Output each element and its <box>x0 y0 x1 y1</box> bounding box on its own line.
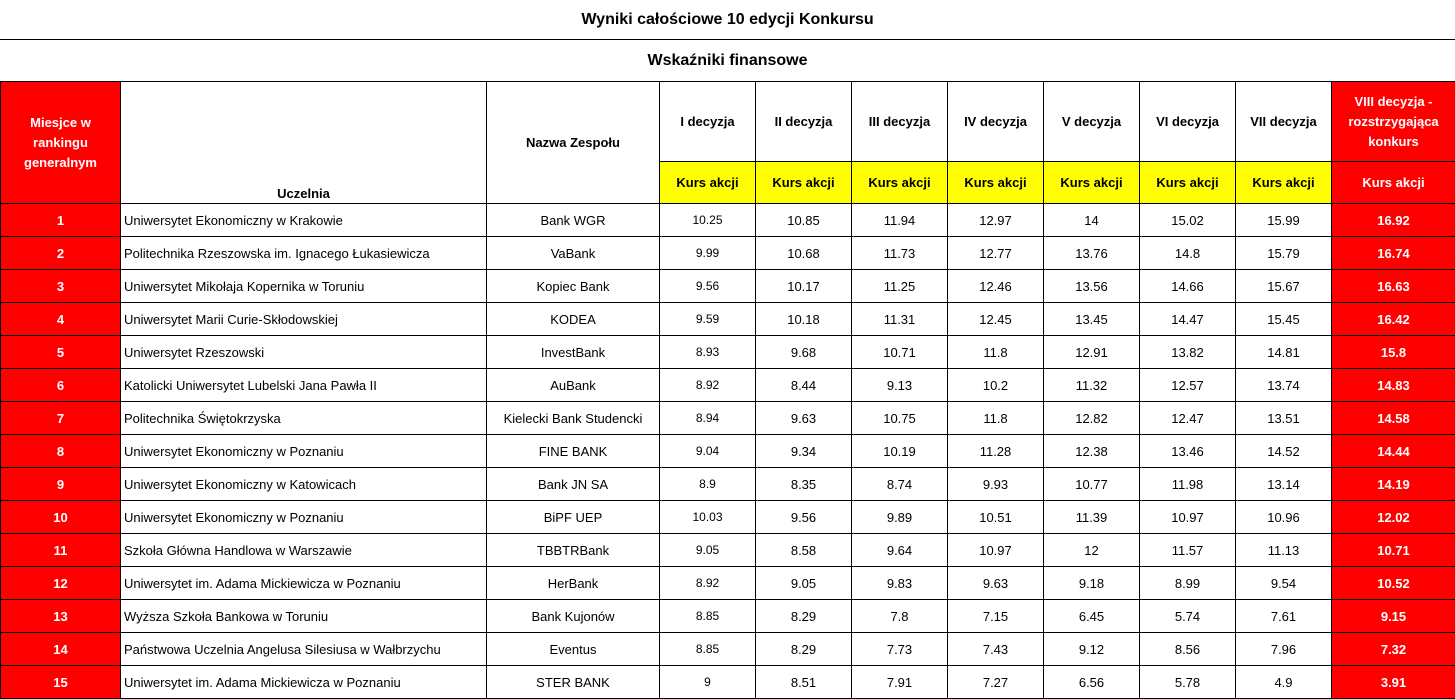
share-price-cell: 9.05 <box>756 567 852 600</box>
share-price-cell: 10.18 <box>756 303 852 336</box>
share-price-cell: 9.34 <box>756 435 852 468</box>
share-price-cell: 14 <box>1044 204 1140 237</box>
share-price-cell: 11.25 <box>852 270 948 303</box>
share-price-cell: 13.51 <box>1236 402 1332 435</box>
table-row <box>1 468 1455 501</box>
results-table <box>0 81 1455 699</box>
decision-header: IV decyzja <box>948 82 1044 162</box>
table-row <box>1 237 1455 270</box>
rank-cell: 4 <box>1 303 121 336</box>
rank-cell: 2 <box>1 237 121 270</box>
share-price-cell: 11.13 <box>1236 534 1332 567</box>
team-cell: KODEA <box>487 303 660 336</box>
university-cell: Uniwersytet Rzeszowski <box>121 336 487 369</box>
share-price-cell: 9.05 <box>660 534 756 567</box>
share-price-cell: 11.8 <box>948 336 1044 369</box>
section-subtitle: Wskaźniki finansowe <box>0 40 1455 81</box>
share-price-cell: 8.44 <box>756 369 852 402</box>
share-price-cell: 13.45 <box>1044 303 1140 336</box>
university-cell: Uniwersytet im. Adama Mickiewicza w Poznaniu <box>121 567 487 600</box>
decision-header: III decyzja <box>852 82 948 162</box>
share-price-cell: 12.38 <box>1044 435 1140 468</box>
table-row <box>1 435 1455 468</box>
share-price-cell: 8.58 <box>756 534 852 567</box>
table-row <box>1 633 1455 666</box>
team-cell: BiPF UEP <box>487 501 660 534</box>
share-price-cell: 12.46 <box>948 270 1044 303</box>
share-price-cell: 8.93 <box>660 336 756 369</box>
share-price-cell: 9.18 <box>1044 567 1140 600</box>
team-cell: Eventus <box>487 633 660 666</box>
rank-cell: 10 <box>1 501 121 534</box>
university-cell: Uniwersytet Ekonomiczny w Katowicach <box>121 468 487 501</box>
table-row <box>1 666 1455 699</box>
team-cell: AuBank <box>487 369 660 402</box>
share-price-cell: 15.67 <box>1236 270 1332 303</box>
table-row <box>1 567 1455 600</box>
share-price-cell: 14.47 <box>1140 303 1236 336</box>
table-row <box>1 270 1455 303</box>
share-price-cell: 8.9 <box>660 468 756 501</box>
share-price-cell: 11.28 <box>948 435 1044 468</box>
share-price-cell: 7.15 <box>948 600 1044 633</box>
share-price-cell: 9.59 <box>660 303 756 336</box>
team-header: Nazwa Zespołu <box>487 82 660 204</box>
final-decision-header: VIII decyzja - rozstrzygająca konkurs <box>1332 82 1455 162</box>
university-cell: Uniwersytet Ekonomiczny w Poznaniu <box>121 435 487 468</box>
share-price-cell: 11.98 <box>1140 468 1236 501</box>
share-price-cell: 9.99 <box>660 237 756 270</box>
share-price-cell: 6.45 <box>1044 600 1140 633</box>
final-share-price-cell: 14.44 <box>1332 435 1455 468</box>
rank-cell: 1 <box>1 204 121 237</box>
share-price-cell: 9.56 <box>756 501 852 534</box>
team-cell: Kielecki Bank Studencki <box>487 402 660 435</box>
share-price-cell: 9.56 <box>660 270 756 303</box>
share-price-cell: 8.85 <box>660 600 756 633</box>
table-row <box>1 534 1455 567</box>
share-price-cell: 8.35 <box>756 468 852 501</box>
rank-cell: 14 <box>1 633 121 666</box>
share-price-cell: 13.46 <box>1140 435 1236 468</box>
rank-cell: 12 <box>1 567 121 600</box>
share-price-cell: 9.93 <box>948 468 1044 501</box>
share-price-cell: 10.77 <box>1044 468 1140 501</box>
table-row <box>1 336 1455 369</box>
final-share-price-header: Kurs akcji <box>1332 162 1455 204</box>
share-price-cell: 5.74 <box>1140 600 1236 633</box>
final-share-price-cell: 14.83 <box>1332 369 1455 402</box>
share-price-cell: 14.81 <box>1236 336 1332 369</box>
share-price-cell: 7.96 <box>1236 633 1332 666</box>
share-price-header: Kurs akcji <box>756 162 852 204</box>
final-share-price-cell: 12.02 <box>1332 501 1455 534</box>
share-price-cell: 9.64 <box>852 534 948 567</box>
team-cell: TBBTRBank <box>487 534 660 567</box>
team-cell: Bank WGR <box>487 204 660 237</box>
share-price-cell: 13.82 <box>1140 336 1236 369</box>
university-cell: Uniwersytet Mikołaja Kopernika w Toruniu <box>121 270 487 303</box>
university-cell: Uniwersytet Ekonomiczny w Poznaniu <box>121 501 487 534</box>
table-header <box>1 82 1455 204</box>
share-price-cell: 10.51 <box>948 501 1044 534</box>
university-cell: Katolicki Uniwersytet Lubelski Jana Pawła II <box>121 369 487 402</box>
share-price-cell: 8.56 <box>1140 633 1236 666</box>
share-price-cell: 11.73 <box>852 237 948 270</box>
share-price-cell: 8.29 <box>756 600 852 633</box>
share-price-cell: 12 <box>1044 534 1140 567</box>
team-cell: Bank JN SA <box>487 468 660 501</box>
university-cell: Uniwersytet im. Adama Mickiewicza w Poznaniu <box>121 666 487 699</box>
share-price-header: Kurs akcji <box>948 162 1044 204</box>
rank-cell: 9 <box>1 468 121 501</box>
share-price-cell: 10.25 <box>660 204 756 237</box>
share-price-cell: 9.63 <box>756 402 852 435</box>
share-price-cell: 11.57 <box>1140 534 1236 567</box>
share-price-cell: 14.66 <box>1140 270 1236 303</box>
share-price-cell: 10.2 <box>948 369 1044 402</box>
share-price-cell: 9.83 <box>852 567 948 600</box>
university-cell: Uniwersytet Ekonomiczny w Krakowie <box>121 204 487 237</box>
final-share-price-cell: 15.8 <box>1332 336 1455 369</box>
share-price-cell: 12.77 <box>948 237 1044 270</box>
share-price-cell: 7.73 <box>852 633 948 666</box>
share-price-cell: 9.63 <box>948 567 1044 600</box>
share-price-cell: 9 <box>660 666 756 699</box>
share-price-cell: 8.85 <box>660 633 756 666</box>
share-price-cell: 7.91 <box>852 666 948 699</box>
rank-cell: 13 <box>1 600 121 633</box>
share-price-cell: 7.43 <box>948 633 1044 666</box>
share-price-cell: 8.29 <box>756 633 852 666</box>
university-cell: Uniwersytet Marii Curie-Skłodowskiej <box>121 303 487 336</box>
share-price-cell: 9.68 <box>756 336 852 369</box>
share-price-cell: 13.14 <box>1236 468 1332 501</box>
final-share-price-cell: 7.32 <box>1332 633 1455 666</box>
team-cell: HerBank <box>487 567 660 600</box>
share-price-cell: 15.02 <box>1140 204 1236 237</box>
share-price-cell: 11.32 <box>1044 369 1140 402</box>
table-row <box>1 402 1455 435</box>
share-price-header: Kurs akcji <box>852 162 948 204</box>
share-price-cell: 7.8 <box>852 600 948 633</box>
share-price-cell: 10.71 <box>852 336 948 369</box>
team-cell: STER BANK <box>487 666 660 699</box>
university-cell: Politechnika Rzeszowska im. Ignacego Łukasiewicza <box>121 237 487 270</box>
final-share-price-cell: 10.71 <box>1332 534 1455 567</box>
share-price-cell: 8.92 <box>660 369 756 402</box>
share-price-cell: 12.57 <box>1140 369 1236 402</box>
table-row <box>1 303 1455 336</box>
university-cell: Szkoła Główna Handlowa w Warszawie <box>121 534 487 567</box>
share-price-cell: 11.39 <box>1044 501 1140 534</box>
share-price-cell: 10.97 <box>1140 501 1236 534</box>
share-price-cell: 10.19 <box>852 435 948 468</box>
rank-cell: 11 <box>1 534 121 567</box>
share-price-cell: 10.75 <box>852 402 948 435</box>
share-price-cell: 8.92 <box>660 567 756 600</box>
share-price-cell: 9.04 <box>660 435 756 468</box>
decision-header: V decyzja <box>1044 82 1140 162</box>
table-row <box>1 204 1455 237</box>
share-price-cell: 15.99 <box>1236 204 1332 237</box>
share-price-cell: 10.17 <box>756 270 852 303</box>
rank-cell: 3 <box>1 270 121 303</box>
rank-header: Miesjce w rankingu generalnym <box>1 82 121 204</box>
decision-header: I decyzja <box>660 82 756 162</box>
share-price-cell: 10.96 <box>1236 501 1332 534</box>
share-price-cell: 10.03 <box>660 501 756 534</box>
share-price-cell: 10.97 <box>948 534 1044 567</box>
decision-header: VII decyzja <box>1236 82 1332 162</box>
share-price-header: Kurs akcji <box>1236 162 1332 204</box>
share-price-header: Kurs akcji <box>1140 162 1236 204</box>
share-price-cell: 8.99 <box>1140 567 1236 600</box>
rank-cell: 15 <box>1 666 121 699</box>
page-title: Wyniki całościowe 10 edycji Konkursu <box>0 0 1455 40</box>
final-share-price-cell: 16.42 <box>1332 303 1455 336</box>
final-share-price-cell: 16.74 <box>1332 237 1455 270</box>
rank-cell: 6 <box>1 369 121 402</box>
share-price-cell: 8.74 <box>852 468 948 501</box>
share-price-cell: 12.97 <box>948 204 1044 237</box>
share-price-cell: 11.94 <box>852 204 948 237</box>
table-body <box>1 204 1455 699</box>
final-share-price-cell: 14.19 <box>1332 468 1455 501</box>
share-price-cell: 13.76 <box>1044 237 1140 270</box>
table-row <box>1 369 1455 402</box>
university-header: Uczelnia <box>121 82 487 204</box>
share-price-cell: 14.52 <box>1236 435 1332 468</box>
final-share-price-cell: 10.52 <box>1332 567 1455 600</box>
table-row <box>1 600 1455 633</box>
share-price-cell: 7.61 <box>1236 600 1332 633</box>
final-share-price-cell: 14.58 <box>1332 402 1455 435</box>
team-cell: VaBank <box>487 237 660 270</box>
share-price-cell: 6.56 <box>1044 666 1140 699</box>
share-price-cell: 9.13 <box>852 369 948 402</box>
share-price-cell: 12.45 <box>948 303 1044 336</box>
share-price-cell: 11.8 <box>948 402 1044 435</box>
share-price-cell: 9.12 <box>1044 633 1140 666</box>
rank-cell: 7 <box>1 402 121 435</box>
team-cell: Kopiec Bank <box>487 270 660 303</box>
team-cell: Bank Kujonów <box>487 600 660 633</box>
share-price-cell: 14.8 <box>1140 237 1236 270</box>
final-share-price-cell: 16.63 <box>1332 270 1455 303</box>
share-price-cell: 13.56 <box>1044 270 1140 303</box>
university-cell: Państwowa Uczelnia Angelusa Silesiusa w Wałbrzychu <box>121 633 487 666</box>
share-price-cell: 8.94 <box>660 402 756 435</box>
share-price-cell: 10.68 <box>756 237 852 270</box>
share-price-cell: 4.9 <box>1236 666 1332 699</box>
table-row <box>1 501 1455 534</box>
share-price-cell: 11.31 <box>852 303 948 336</box>
share-price-cell: 15.79 <box>1236 237 1332 270</box>
share-price-cell: 9.89 <box>852 501 948 534</box>
share-price-cell: 12.82 <box>1044 402 1140 435</box>
university-cell: Wyższa Szkoła Bankowa w Toruniu <box>121 600 487 633</box>
team-cell: InvestBank <box>487 336 660 369</box>
share-price-cell: 7.27 <box>948 666 1044 699</box>
share-price-cell: 8.51 <box>756 666 852 699</box>
share-price-cell: 12.91 <box>1044 336 1140 369</box>
share-price-cell: 12.47 <box>1140 402 1236 435</box>
decision-header: VI decyzja <box>1140 82 1236 162</box>
share-price-cell: 5.78 <box>1140 666 1236 699</box>
share-price-header: Kurs akcji <box>660 162 756 204</box>
university-cell: Politechnika Świętokrzyska <box>121 402 487 435</box>
share-price-cell: 13.74 <box>1236 369 1332 402</box>
share-price-cell: 9.54 <box>1236 567 1332 600</box>
final-share-price-cell: 9.15 <box>1332 600 1455 633</box>
rank-cell: 8 <box>1 435 121 468</box>
final-share-price-cell: 3.91 <box>1332 666 1455 699</box>
decision-header: II decyzja <box>756 82 852 162</box>
share-price-cell: 10.85 <box>756 204 852 237</box>
share-price-cell: 15.45 <box>1236 303 1332 336</box>
team-cell: FINE BANK <box>487 435 660 468</box>
rank-cell: 5 <box>1 336 121 369</box>
share-price-header: Kurs akcji <box>1044 162 1140 204</box>
final-share-price-cell: 16.92 <box>1332 204 1455 237</box>
